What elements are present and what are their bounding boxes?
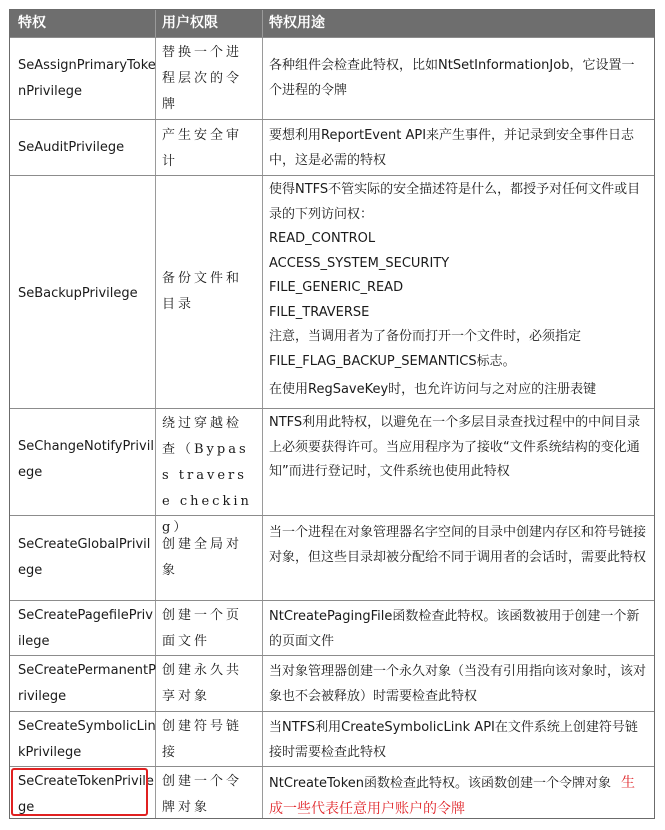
privilege-name: SeCreatePermanentPrivilege	[18, 663, 156, 704]
privilege-usage: 当一个进程在对象管理器名字空间的目录中创建内存区和符号链接对象，但这些目录却被分配给不同于调用者的会话时，需要此特权	[269, 525, 647, 565]
header-user-right: 用户权限	[162, 15, 218, 31]
privilege-name: SeAssignPrimaryTokenPrivilege	[18, 58, 156, 99]
header-usage: 特权用途	[269, 15, 325, 31]
privilege-table	[9, 9, 655, 819]
privilege-name: SeCreateTokenPrivilege	[18, 774, 154, 815]
table-row	[10, 119, 654, 176]
user-right: 创建永久共享对象	[162, 663, 243, 704]
table-row	[10, 711, 654, 767]
table-row	[10, 515, 654, 601]
table-row	[10, 600, 654, 656]
header-privilege: 特权	[18, 15, 46, 31]
privilege-name: SeCreateSymbolicLinkPrivilege	[18, 719, 156, 760]
privilege-usage: 要想利用ReportEvent API来产生事件，并记录到安全事件日志中，这是必需的特权	[269, 128, 635, 168]
user-right: 替换一个进程层次的令牌	[162, 45, 243, 112]
user-right: 创建一个令牌对象	[162, 774, 243, 815]
table-header	[10, 10, 654, 37]
privilege-usage: 各种组件会检查此特权，比如NtSetInformationJob，它设置一个进程的令牌	[269, 58, 635, 98]
user-right: 创建全局对象	[162, 537, 243, 578]
table-row	[10, 37, 654, 120]
privilege-usage: 当NTFS利用CreateSymbolicLink API在文件系统上创建符号链接时需要检查此特权	[269, 720, 638, 760]
privilege-usage: 当对象管理器创建一个永久对象（当没有引用指向该对象时，该对象也不会被释放）时需要检查此特权	[269, 664, 647, 704]
privilege-name: SeChangeNotifyPrivilege	[18, 439, 154, 480]
privilege-name: SeCreateGlobalPrivilege	[18, 537, 151, 578]
user-right: 创建符号链接	[162, 719, 243, 760]
privilege-usage: 使得NTFS不管实际的安全描述符是什么，都授予对任何文件或目录的下列访问权： READ_CONTROL ACCESS_SYSTEM_SECURITY FILE_GENERIC_READ FILE_TRAVERSE 注意，当调用者为了备份而打开一个文件时，必须指定FILE_FLAG_BACKUP_SEMANTICS标志。 在使用RegSaveKey时，也允许访问与之对应的注册表键	[269, 182, 641, 397]
handwritten-annotation: 生成一些代表任意用户账户的令牌	[269, 775, 636, 817]
user-right: 创建一个页面文件	[162, 608, 243, 649]
user-right: 备份文件和目录	[162, 271, 243, 312]
privilege-name: SeAuditPrivilege	[18, 140, 125, 155]
table-row	[10, 655, 654, 712]
privilege-usage: NtCreateToken函数检查此特权。该函数创建一个令牌对象 生成一些代表任意用户账户的令牌	[269, 775, 636, 817]
user-right: 产生安全审计	[162, 128, 243, 169]
highlight-box	[11, 768, 148, 816]
privilege-usage: NtCreatePagingFile函数检查此特权。该函数被用于创建一个新的页面文件	[269, 609, 640, 649]
user-right: 绕过穿越检查（Bypass traverse checking）	[162, 416, 252, 535]
table-row	[10, 175, 654, 409]
privilege-usage: NTFS利用此特权，以避免在一个多层目录查找过程中的中间目录上必须要获得许可。当应用程序为了接收“文件系统结构的变化通知”而进行登记时，文件系统也使用此特权	[269, 415, 641, 479]
table-row	[10, 408, 654, 535]
privilege-name: SeBackupPrivilege	[18, 286, 138, 301]
privilege-name: SeCreatePagefilePrivilege	[18, 608, 153, 649]
